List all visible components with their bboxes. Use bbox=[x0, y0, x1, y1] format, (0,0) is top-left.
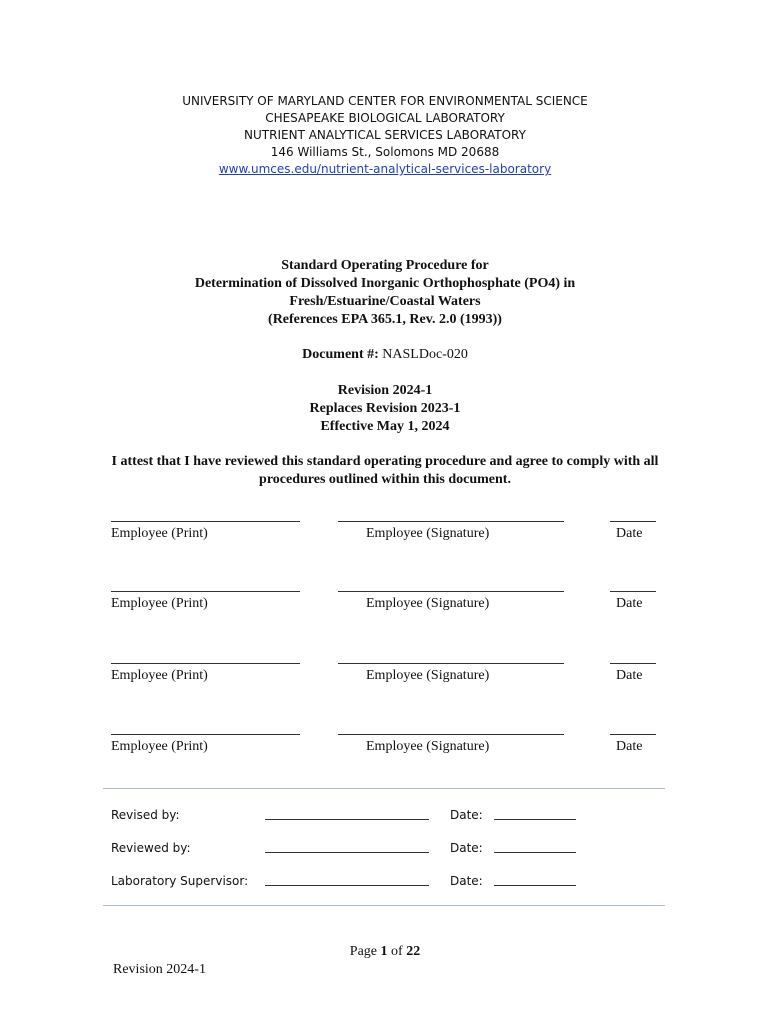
print-name-label: Employee (Print) bbox=[111, 668, 208, 683]
header-institution: UNIVERSITY OF MARYLAND CENTER FOR ENVIRONMENTAL SCIENCE bbox=[182, 94, 588, 108]
signature-line[interactable] bbox=[338, 663, 564, 664]
title-line-1: Standard Operating Procedure for bbox=[281, 258, 489, 273]
title-line-2: Determination of Dissolved Inorganic Orthophosphate (PO4) in bbox=[194, 276, 576, 291]
signature-row bbox=[0, 521, 770, 561]
revised-by-label: Revised by: bbox=[111, 808, 180, 822]
date-label: Date bbox=[616, 739, 643, 754]
page-current: 1 bbox=[380, 944, 388, 959]
supervisor-date-line[interactable] bbox=[494, 885, 576, 886]
header-service: NUTRIENT ANALYTICAL SERVICES LABORATORY bbox=[244, 128, 526, 142]
date-label: Date bbox=[616, 526, 643, 541]
signature-line[interactable] bbox=[338, 521, 564, 522]
document-number-value: NASLDoc-020 bbox=[382, 347, 468, 362]
page-number bbox=[0, 943, 770, 961]
title-line-3: Fresh/Estuarine/Coastal Waters bbox=[289, 294, 481, 309]
reviewed-by-label: Reviewed by: bbox=[111, 841, 191, 855]
date-line[interactable] bbox=[610, 521, 656, 522]
supervisor-label: Laboratory Supervisor: bbox=[111, 874, 249, 888]
signature-label: Employee (Signature) bbox=[366, 526, 490, 541]
supervisor-line[interactable] bbox=[265, 885, 429, 886]
print-name-line[interactable] bbox=[111, 521, 300, 522]
print-name-line[interactable] bbox=[111, 591, 300, 592]
print-name-label: Employee (Print) bbox=[111, 526, 208, 541]
header-address: 146 Williams St., Solomons MD 20688 bbox=[270, 145, 500, 159]
date-line[interactable] bbox=[610, 734, 656, 735]
reviewed-by-line[interactable] bbox=[265, 852, 429, 853]
signature-label: Employee (Signature) bbox=[366, 739, 490, 754]
print-name-line[interactable] bbox=[111, 663, 300, 664]
document-number-label: Document #: bbox=[302, 347, 379, 362]
of-word: of bbox=[391, 944, 403, 959]
revision-effective: Effective May 1, 2024 bbox=[320, 419, 450, 434]
review-row-supervisor bbox=[0, 873, 770, 893]
date-line[interactable] bbox=[610, 663, 656, 664]
footer-revision: Revision 2024-1 bbox=[113, 962, 206, 977]
header-website-link[interactable]: www.umces.edu/nutrient-analytical-services-laboratory bbox=[218, 162, 552, 176]
page-total: 22 bbox=[406, 944, 421, 959]
date-label: Date bbox=[616, 668, 643, 683]
revision-replaces: Replaces Revision 2023-1 bbox=[309, 401, 461, 416]
supervisor-date-label: Date: bbox=[450, 874, 483, 888]
attestation-statement: I attest that I have reviewed this standard operating procedure and agree to comply with all procedures outlined within this document. bbox=[111, 454, 659, 487]
signature-label: Employee (Signature) bbox=[366, 596, 490, 611]
sop-title bbox=[60, 257, 710, 329]
print-name-line[interactable] bbox=[111, 734, 300, 735]
review-row-revised bbox=[0, 807, 770, 827]
signature-line[interactable] bbox=[338, 591, 564, 592]
signature-label: Employee (Signature) bbox=[366, 668, 490, 683]
revised-by-line[interactable] bbox=[265, 819, 429, 820]
document-number bbox=[60, 346, 710, 364]
review-row-reviewed bbox=[0, 840, 770, 860]
revision-current: Revision 2024-1 bbox=[337, 383, 433, 398]
header-lab: CHESAPEAKE BIOLOGICAL LABORATORY bbox=[265, 111, 505, 125]
reviewed-date-label: Date: bbox=[450, 841, 483, 855]
print-name-label: Employee (Print) bbox=[111, 739, 208, 754]
signature-line[interactable] bbox=[338, 734, 564, 735]
revision-block bbox=[60, 382, 710, 436]
signature-row bbox=[0, 663, 770, 703]
revised-date-line[interactable] bbox=[494, 819, 576, 820]
section-divider-top bbox=[103, 788, 665, 789]
date-label: Date bbox=[616, 596, 643, 611]
signature-row bbox=[0, 734, 770, 774]
signature-row bbox=[0, 591, 770, 631]
section-divider-bottom bbox=[103, 905, 665, 906]
revised-date-label: Date: bbox=[450, 808, 483, 822]
page-word: Page bbox=[349, 944, 378, 959]
title-line-4: (References EPA 365.1, Rev. 2.0 (1993)) bbox=[268, 312, 502, 327]
print-name-label: Employee (Print) bbox=[111, 596, 208, 611]
date-line[interactable] bbox=[610, 591, 656, 592]
reviewed-date-line[interactable] bbox=[494, 852, 576, 853]
lab-header bbox=[100, 93, 670, 178]
